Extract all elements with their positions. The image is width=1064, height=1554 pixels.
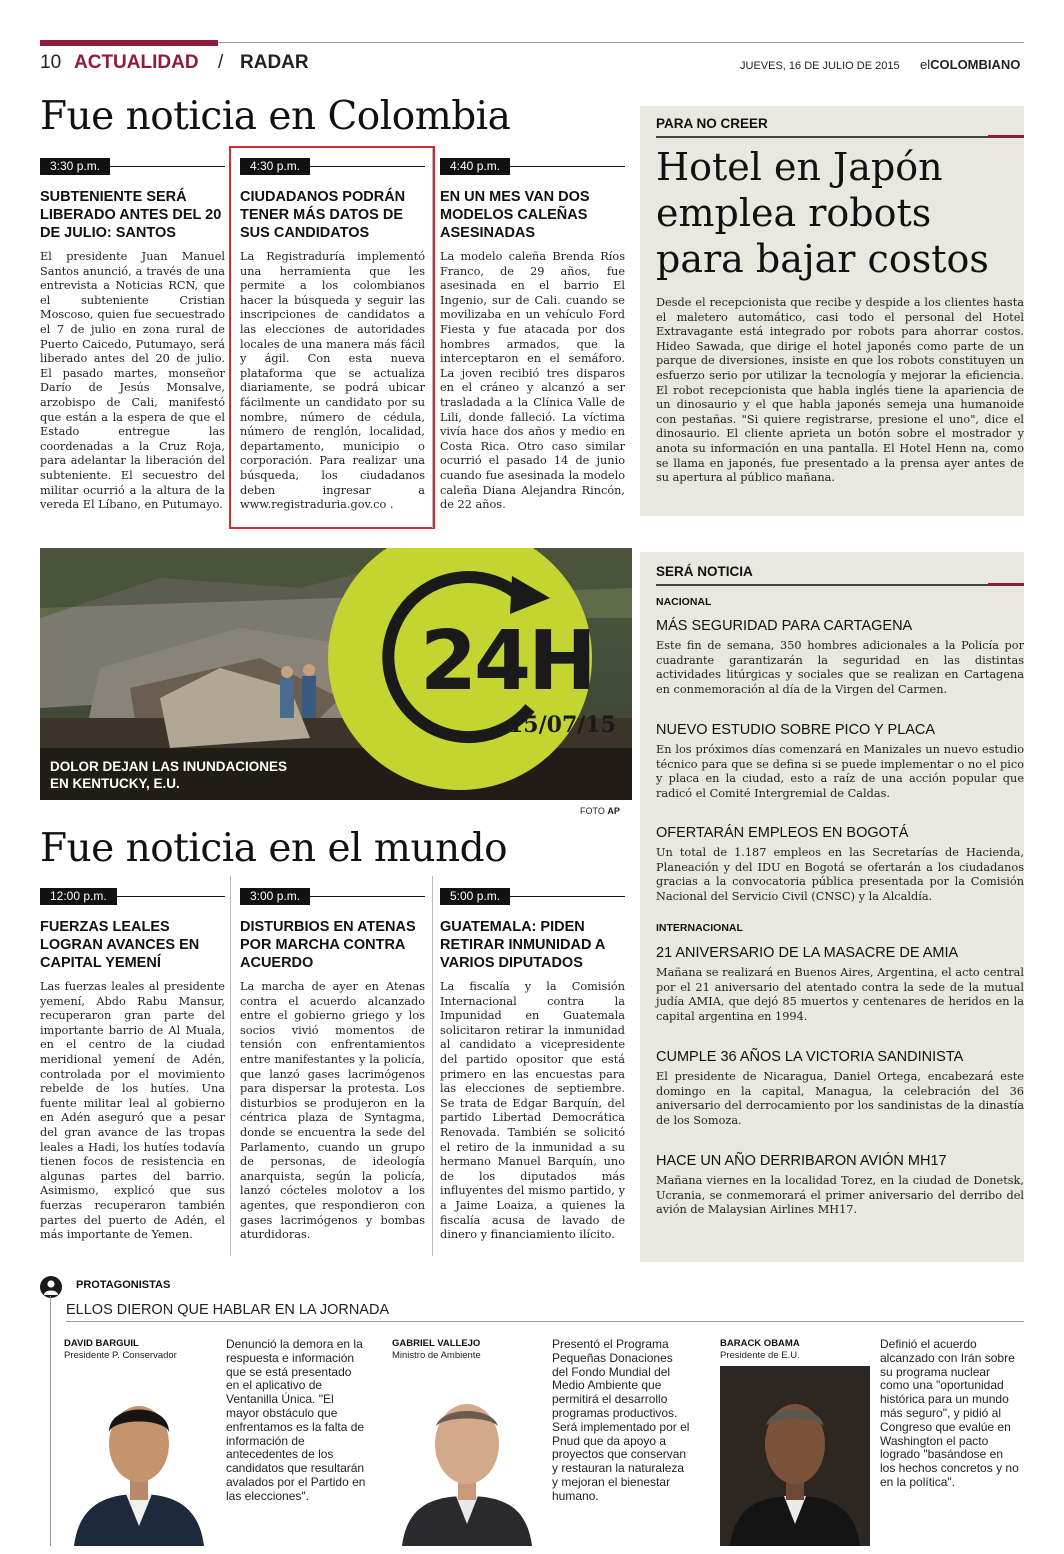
- article-body: Las fuerzas leales al presidente yemení, Abdo Rabu Mansur, recuperaron gran parte del importante barrio de Al Muala, en el centro de la ciudad meridional yemení de Adén, controlada por el movimiento rebelde de los hutíes. Una fuente militar leal al gobierno en Adén aseguró que a pesar del gran avance de las tropas leales a Hadi, los hutíes todavía tienen focos de resistencia en algunas partes del barrio. Asimismo, explicó que sus fuerzas recuperaron también partes del puerto de Adén, el más importante de Yemen.: [40, 980, 225, 1242]
- protagonist-role: Presidente de E.U.: [720, 1350, 800, 1361]
- badge-date: 15/07/15: [508, 712, 616, 738]
- protagonist-quote: Denunció la demora en la respuesta e información que se está presentado en el aplicativo de Ventanilla Única. "El mayor obstáculo que enfrentamos es la falta de información de antecedentes de los candidatos que resultarán avalados por el Partido en las elecciones".: [226, 1337, 366, 1503]
- protagonistas-vrule: [50, 1296, 51, 1546]
- section-slash: /: [218, 52, 224, 73]
- flood-photo: [40, 548, 632, 800]
- colombia-article-2: [240, 158, 425, 528]
- protagonist-quote: Definió el acuerdo alcanzado con Irán sobre su programa nuclear como una "oportunidad histórica para un mundo más seguro", y pidió al Congreso que evalúe en Washington el pacto logrado "basándose en los hechos concretos y no en la política".: [880, 1337, 1019, 1489]
- feature-body: Desde el recepcionista que recibe y despide a los clientes hasta el maletero automático, casi todo el personal del Hotel Extravagante está integrado por robots para ahorrar costos. Hideo Sawada, que dirige el hotel japonés como parte de un parque de diversiones, insiste en que los robots constituyen un esfuerzo serio por utilizar la tecnología y mejorar la eficiencia. El robot recepcionista que habla inglés tiene la apariencia de un dinosaurio y el que habla japonés semeja una humanoide con pestañas. "Si quiere registrarse, presione el uno", dice el dinosaurio. El cliente aprieta un botón sobre el mostrador y anota su información en una pantalla. El Hotel Henn na, como se llama en japonés, fue presentado a la prensa ayer antes de su apertura al público mañana.: [656, 296, 1024, 485]
- news-headline: NUEVO ESTUDIO SOBRE PICO Y PLACA: [656, 722, 936, 738]
- mundo-section-title: Fue noticia en el mundo: [40, 826, 508, 871]
- panel-accent: [988, 135, 1024, 138]
- header-rule: [218, 42, 1024, 43]
- article-headline: EN UN MES VAN DOS MODELOS CALEÑAS ASESINADAS: [440, 189, 590, 241]
- protagonist-name: DAVID BARGUIL: [64, 1338, 139, 1349]
- time-badge: 5:00 p.m.: [440, 888, 510, 905]
- portrait-illustration: [392, 1366, 542, 1546]
- photo-credit: [580, 806, 620, 816]
- time-badge: 3:00 p.m.: [240, 888, 310, 905]
- issue-date: JUEVES, 16 DE JULIO DE 2015: [740, 60, 900, 72]
- colombia-section-title: Fue noticia en Colombia: [40, 94, 511, 139]
- category-nacional: NACIONAL: [656, 596, 712, 608]
- mundo-article-1: [40, 888, 225, 1258]
- column-divider: [432, 876, 433, 1256]
- photo-caption-line: DOLOR DEJAN LAS INUNDACIONES: [50, 759, 288, 774]
- photo-caption: [50, 758, 287, 792]
- column-divider: [432, 148, 433, 528]
- time-badge: 3:30 p.m.: [40, 158, 110, 175]
- panel-accent: [988, 583, 1024, 586]
- credit-source: AP: [607, 806, 620, 816]
- protagonist-role: Ministro de Ambiente: [392, 1350, 481, 1361]
- credit-label: FOTO: [580, 806, 605, 816]
- protagonist-name: GABRIEL VALLEJO: [392, 1338, 481, 1349]
- article-headline: GUATEMALA: PIDEN RETIRAR INMUNIDAD A VARIOS DIPUTADOS: [440, 919, 605, 971]
- time-badge: 4:40 p.m.: [440, 158, 510, 175]
- panel-label: PARA NO CREER: [656, 116, 768, 131]
- header-accent-bar: [40, 40, 218, 46]
- article-body: La modelo caleña Brenda Ríos Franco, de 29 años, fue asesinada en el barrio El Ingenio, sur de Cali. cuando se movilizaba en un vehículo Ford Fiesta y fue atacada por dos hombres armados, que la interceptaron en el semáforo. La joven recibió tres disparos en el cráneo y alcanzó a ser trasladada a la Clínica Valle de Lili, donde falleció. La víctima vivía hace dos años y medio en Costa Rica. Otro caso similar ocurrió el pasado 14 de junio cuando fue asesinada la modelo caleña Diana Alejandra Rincón, de 22 años.: [440, 250, 625, 512]
- protagonistas-label: PROTAGONISTAS: [76, 1279, 171, 1291]
- article-body: El presidente Juan Manuel Santos anunció, a través de una entrevista a Noticias RCN, que el subteniente Cristian Moscoso, quien fue secuestrado el 7 de julio en zona rural de Puerto Caicedo, Putumayo, será liberado antes del 20 de julio. El pasado martes, monseñor Darío de Jesús Monsalve, arzobispo de Cali, manifestó que están a la espera de que el Estado entregue las coordenadas a la Cruz Roja, para adelantar la liberación del subteniente. El secuestro del militar ocurrió a la altura de la vereda El Líbano, en Putumayo.: [40, 250, 225, 512]
- protagonist-photo: [720, 1366, 870, 1546]
- colombia-article-1: [40, 158, 225, 528]
- protagonist-quote: Presentó el Programa Pequeñas Donaciones del Fondo Mundial del Medio Ambiente que permitirá el desarrollo programas productivos. Será implementado por el Pnud que da apoyo a proyectos que conservan y restauran la naturaleza y mejoran el bienestar humano.: [552, 1337, 690, 1503]
- protagonist-photo: [392, 1366, 542, 1546]
- news-headline: HACE UN AÑO DERRIBARON AVIÓN MH17: [656, 1153, 947, 1169]
- protagonist-role: Presidente P. Conservador: [64, 1350, 177, 1361]
- article-headline: SUBTENIENTE SERÁ LIBERADO ANTES DEL 20 DE JULIO: SANTOS: [40, 189, 222, 241]
- news-body: Este fin de semana, 350 hombres adicionales a la Policía por cuadrante garantizarán la seguridad en las distintas actividades litúrgicas y sociales que se realizan en Cartagena en conmemoración al día de la Virgen del Carmen.: [656, 639, 1024, 696]
- time-badge: 12:00 p.m.: [40, 888, 117, 905]
- mundo-article-2: [240, 888, 425, 1258]
- protagonistas-subtitle: ELLOS DIERON QUE HABLAR EN LA JORNADA: [66, 1302, 390, 1318]
- panel-rule: [656, 136, 1008, 138]
- news-body: Mañana viernes en la localidad Torez, en la ciudad de Donetsk, Ucrania, se conmemorará el primer aniversario del derribo del avión de Malaysian Airlines MH17.: [656, 1174, 1024, 1217]
- news-body: El presidente de Nicaragua, Daniel Ortega, encabezará este domingo en la capital, Managua, la celebración del 36 aniversario del derrocamiento por los sandinistas de la dinastía de los Somoza.: [656, 1070, 1024, 1127]
- news-body: En los próximos días comenzará en Manizales un nuevo estudio técnico para que se defina si se puede implementar o no el pico y placa en la ciudad, esto a raíz de una acción popular que radicó el Comité Intergremial de Caldas.: [656, 743, 1024, 800]
- page-header: [40, 52, 1024, 76]
- column-divider: [230, 876, 231, 1256]
- person-icon-shape: [40, 1276, 62, 1298]
- photo-caption-line: EN KENTUCKY, E.U.: [50, 776, 180, 791]
- news-headline: MÁS SEGURIDAD PARA CARTAGENA: [656, 618, 913, 634]
- news-headline: OFERTARÁN EMPLEOS EN BOGOTÁ: [656, 825, 909, 841]
- para-no-creer-panel: [640, 106, 1024, 516]
- portrait-illustration: [720, 1366, 870, 1546]
- news-body: Un total de 1.187 empleos en las Secretarías de Hacienda, Planeación y del IDU en Bogotá se ofertarán a los ciudadanos gracias a la convocatoria pública presentada por la Comisión Nacional del Servicio Civil (CNSC) y la Alcaldía.: [656, 846, 1024, 903]
- section-name: ACTUALIDAD: [74, 52, 199, 73]
- time-badge: 4:30 p.m.: [240, 158, 310, 175]
- brand-prefix: el: [920, 57, 931, 72]
- feature-headline: Hotel en Japón emplea robots para bajar costos: [656, 145, 989, 281]
- article-body: La marcha de ayer en Atenas contra el acuerdo alcanzado entre el gobierno griego y los socios vivió momentos de tensión con enfrentamientos entre manifestantes y la policía, que lanzó gases lacrimógenos para dispersar la protesta. Los disturbios se produjeron en la céntrica plaza de Syntagma, donde se encuentra la sede del Parlamento, cuando un grupo de personas, de ideología anarquista, según la policía, lanzó cócteles molotov a los agentes, que respondieron con gases lacrimógenos y bombas aturdidoras.: [240, 980, 425, 1242]
- brand-logo: [920, 57, 1020, 72]
- page-number: 10: [40, 52, 62, 73]
- subsection-name: RADAR: [240, 52, 309, 73]
- article-body: La Registraduría implementó una herramienta que les permite a los colombianos hacer la búsqueda y seguir las inscripciones de candidatos a las elecciones de autoridades locales de una manera más fácil y ágil. Con esta nueva plataforma que se actualiza diariamente, se podrá ubicar fácilmente un candidato por su nombre, número de cédula, número de renglón, localidad, departamento, municipio o corporación. Para realizar una búsqueda, los ciudadanos deben ingresar a www.registraduria.gov.co .: [240, 250, 425, 512]
- panel-rule: [656, 584, 1008, 586]
- panel-label: SERÁ NOTICIA: [656, 564, 753, 579]
- news-body: Mañana se realizará en Buenos Aires, Argentina, el acto central por el 21 aniversario del atentado contra la sede de la mutual judía AMIA, que dejó 85 muertos y centenares de heridos en la capital argentina en 1994.: [656, 966, 1024, 1023]
- protagonistas-rule: [66, 1321, 1024, 1322]
- sera-noticia-panel: [640, 552, 1024, 1262]
- article-headline: CIUDADANOS PODRÁN TENER MÁS DATOS DE SUS CANDIDATOS: [240, 189, 406, 241]
- portrait-illustration: [64, 1366, 214, 1546]
- person-icon: [40, 1276, 62, 1298]
- category-internacional: INTERNACIONAL: [656, 922, 743, 934]
- article-headline: DISTURBIOS EN ATENAS POR MARCHA CONTRA ACUERDO: [240, 919, 416, 971]
- brand-name: COLOMBIANO: [930, 57, 1021, 72]
- colombia-article-3: [440, 158, 625, 528]
- badge-24h: 24H: [420, 614, 594, 709]
- news-headline: 21 ANIVERSARIO DE LA MASACRE DE AMIA: [656, 945, 959, 961]
- protagonist-name: BARACK OBAMA: [720, 1338, 800, 1349]
- news-headline: CUMPLE 36 AÑOS LA VICTORIA SANDINISTA: [656, 1049, 964, 1065]
- article-body: La fiscalía y la Comisión Internacional contra la Impunidad en Guatemala solicitaron retirar la inmunidad al candidato a vicepresidente del partido opositor que está primero en las encuestas para las elecciones de septiembre. Se trata de Edgar Barquín, del partido Libertad Democrática Renovada. También se solicitó el retiro de la inmunidad a su hermano Manuel Barquín, uno de los diputados más influyentes del mismo partido, y a Jaime Loaiza, a quienes la fiscalía acusa de lavado de dinero y financiamiento ilícito.: [440, 980, 625, 1242]
- mundo-article-3: [440, 888, 625, 1258]
- protagonist-photo: [64, 1366, 214, 1546]
- article-headline: FUERZAS LEALES LOGRAN AVANCES EN CAPITAL YEMENÍ: [40, 919, 200, 971]
